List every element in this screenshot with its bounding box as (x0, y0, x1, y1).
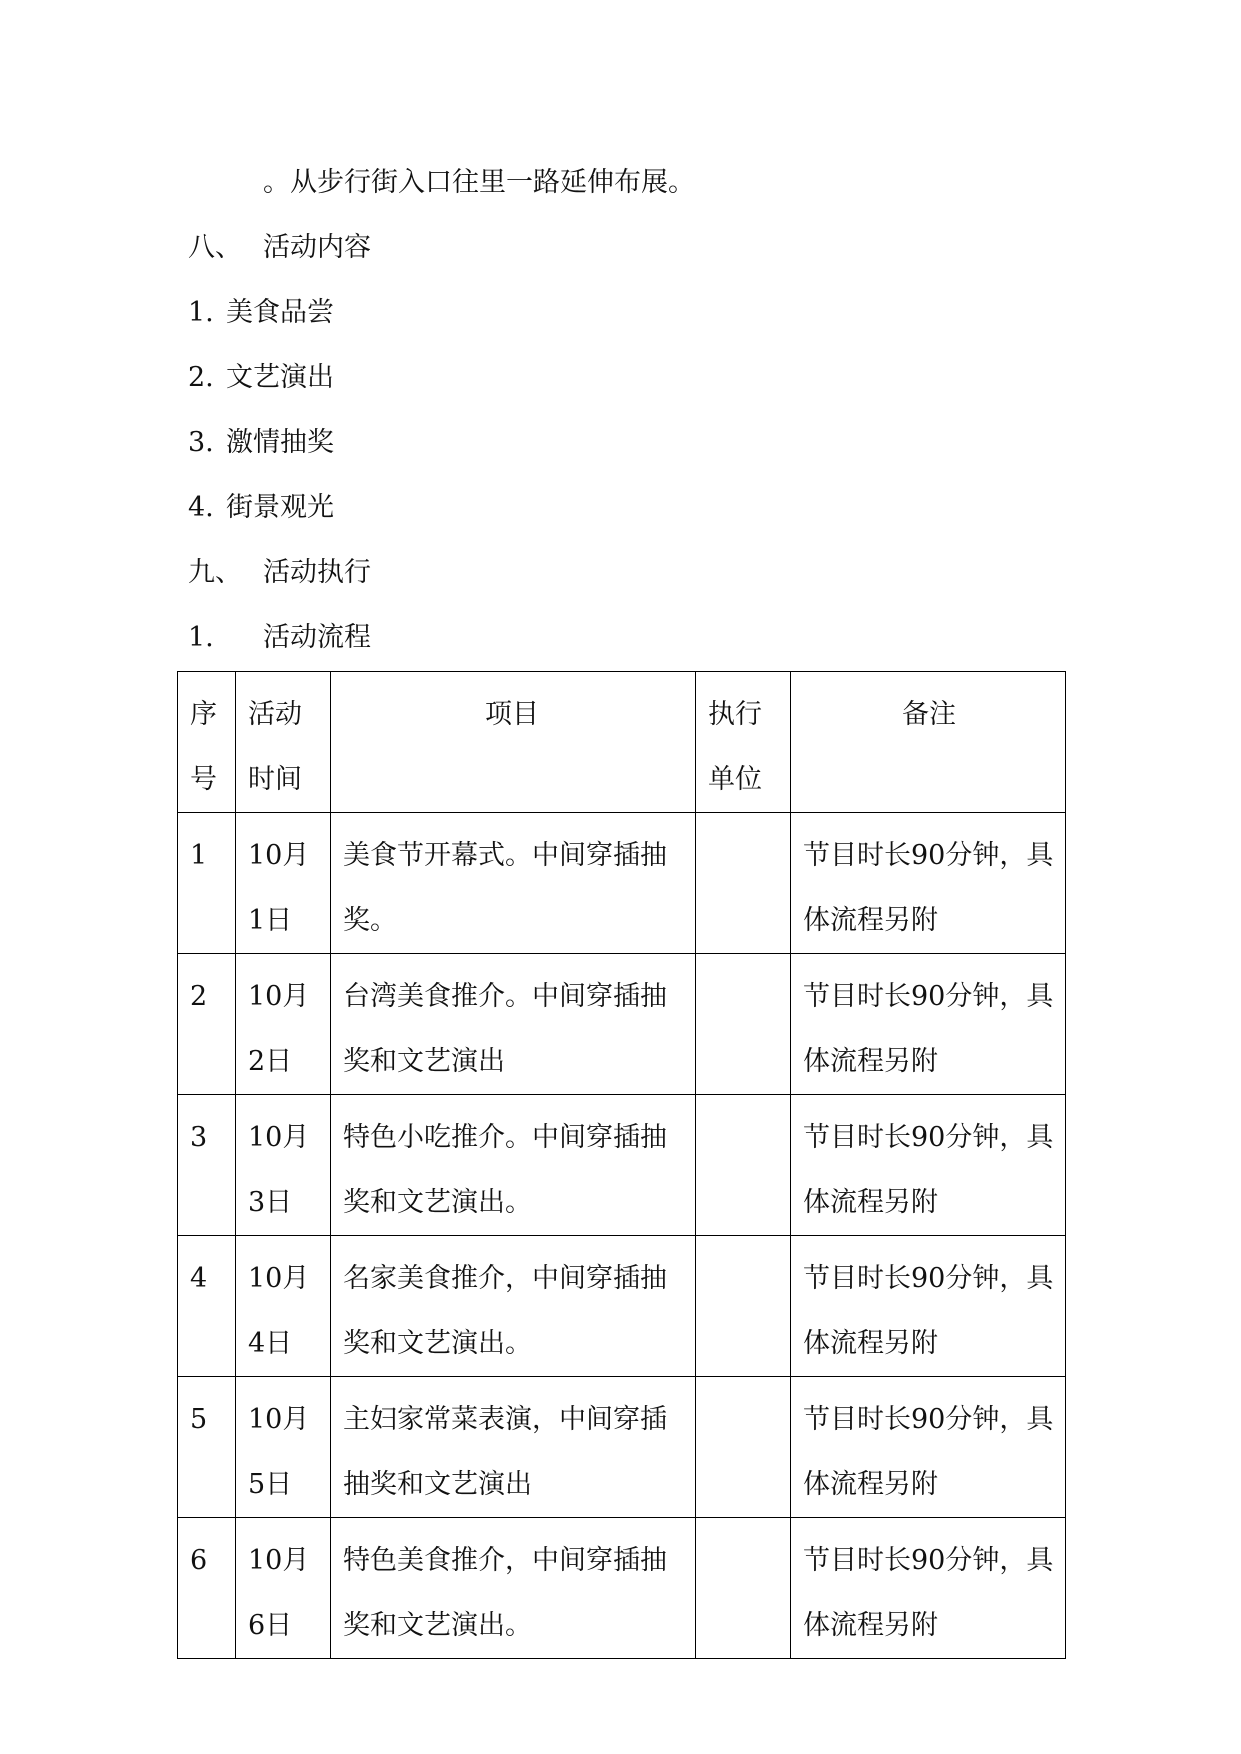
content-item (188, 490, 334, 526)
header-unit: 执行单位 (696, 672, 791, 813)
table-header-row (178, 672, 1066, 813)
header-seq: 序号 (178, 672, 236, 813)
cell-time: 10月2日 (236, 954, 331, 1095)
content-item (188, 295, 334, 331)
table-row (178, 813, 1066, 954)
content-item-number: 4. (188, 492, 214, 523)
cell-item: 特色美食推介，中间穿插抽奖和文艺演出。 (331, 1518, 696, 1659)
section-9-title: 活动执行 (263, 557, 371, 588)
cell-unit (696, 1095, 791, 1236)
cell-time: 10月5日 (236, 1377, 331, 1518)
content-item (188, 425, 334, 461)
content-item (188, 360, 334, 396)
subsection-1-heading (188, 620, 371, 656)
section-9-heading (188, 555, 371, 591)
cell-seq: 1 (178, 813, 236, 954)
section-9-number: 九、 (188, 557, 242, 588)
table-row (178, 1236, 1066, 1377)
cell-seq: 3 (178, 1095, 236, 1236)
content-item-text: 文艺演出 (226, 362, 334, 393)
activity-flow-table (177, 671, 1066, 1659)
table-row (178, 1518, 1066, 1659)
cell-time: 10月1日 (236, 813, 331, 954)
header-time: 活动时间 (236, 672, 331, 813)
cell-item: 主妇家常菜表演，中间穿插抽奖和文艺演出 (331, 1377, 696, 1518)
cell-unit (696, 1518, 791, 1659)
content-item-number: 2. (188, 362, 214, 393)
section-8-heading (188, 230, 371, 266)
cell-time: 10月3日 (236, 1095, 331, 1236)
cell-note: 节目时长90分钟，具体流程另附 (791, 1095, 1066, 1236)
cell-unit (696, 813, 791, 954)
subsection-1-title: 活动流程 (263, 622, 371, 653)
table-row (178, 1095, 1066, 1236)
cell-seq: 5 (178, 1377, 236, 1518)
cell-unit (696, 1377, 791, 1518)
content-item-text: 美食品尝 (226, 297, 334, 328)
table-row (178, 1377, 1066, 1518)
cell-seq: 2 (178, 954, 236, 1095)
content-item-text: 街景观光 (226, 492, 334, 523)
cell-note: 节目时长90分钟，具体流程另附 (791, 1236, 1066, 1377)
cell-note: 节目时长90分钟，具体流程另附 (791, 1518, 1066, 1659)
subsection-1-number: 1. (188, 622, 214, 653)
content-item-number: 3. (188, 427, 214, 458)
cell-unit (696, 954, 791, 1095)
table-row (178, 954, 1066, 1095)
content-item-number: 1. (188, 297, 214, 328)
cell-item: 特色小吃推介。中间穿插抽奖和文艺演出。 (331, 1095, 696, 1236)
cell-seq: 4 (178, 1236, 236, 1377)
cell-time: 10月4日 (236, 1236, 331, 1377)
header-item: 项目 (331, 672, 696, 813)
cell-note: 节目时长90分钟，具体流程另附 (791, 1377, 1066, 1518)
cell-item: 名家美食推介，中间穿插抽奖和文艺演出。 (331, 1236, 696, 1377)
header-note: 备注 (791, 672, 1066, 813)
cell-note: 节目时长90分钟，具体流程另附 (791, 813, 1066, 954)
cell-seq: 6 (178, 1518, 236, 1659)
cell-item: 美食节开幕式。中间穿插抽奖。 (331, 813, 696, 954)
section-8-title: 活动内容 (263, 232, 371, 263)
cell-unit (696, 1236, 791, 1377)
continuation-text: 。从步行街入口往里一路延伸布展。 (263, 167, 695, 198)
cell-time: 10月6日 (236, 1518, 331, 1659)
cell-item: 台湾美食推介。中间穿插抽奖和文艺演出 (331, 954, 696, 1095)
section-8-number: 八、 (188, 232, 242, 263)
cell-note: 节目时长90分钟，具体流程另附 (791, 954, 1066, 1095)
content-item-text: 激情抽奖 (226, 427, 334, 458)
